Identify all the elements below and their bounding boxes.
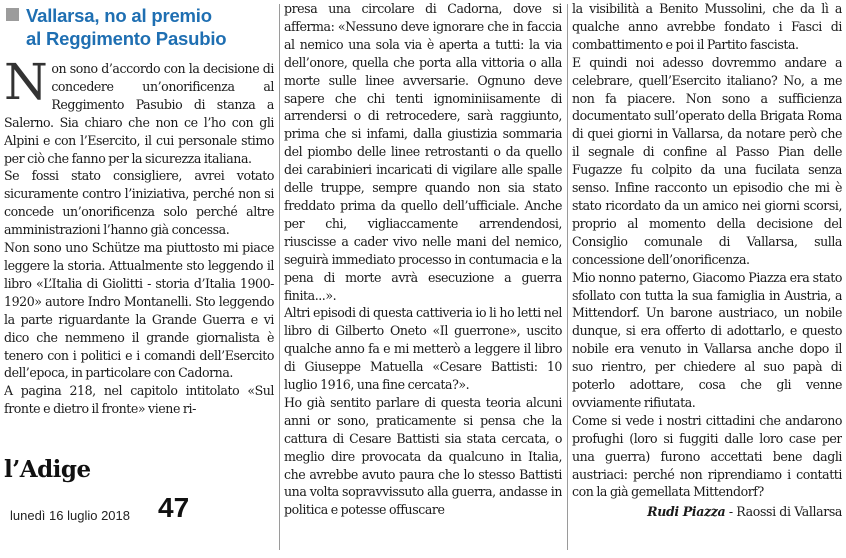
paragraph-11: Come si vede i nostri cittadini che andarono profughi (loro si fuggiti dalle loro case per una guerra) furono accettati bene dagli austriaci: perché non riprendiamo i contatti con la già gemellata Mittendorf?: [572, 412, 842, 500]
column-2-text: [284, 0, 562, 519]
paragraph-1-body: on sono d’accordo con la decisione di concedere un’onorificenza al Reggimento Pasubio di stanza a Salerno. Sia chiaro che non ce l’ho con gli Alpini e con l’Esercito, il cui personale stimo per ciò che fanno per la sicurezza italiana.: [4, 61, 274, 166]
paragraph-8: la visibilità a Benito Mussolini, che da lì a qualche anno avrebbe fondato i Fasci di combattimento e poi il Partito fascista.: [572, 1, 842, 52]
drop-cap: N: [4, 53, 48, 111]
paragraph-3: Non sono uno Schütze ma piuttosto mi piace leggere la storia. Attualmente sto leggendo il libro «L’Italia di Giolitti - storia d’Italia 1900- 1920» autore Indro Montanelli. Sto leggendo la parte riguardante la Grande Guerra e vi dico che nemmeno il grande giornalista è tenero con i politici e i comandi dell’Esercito dell’epoca, in particolare con Cadorna.: [4, 240, 274, 381]
newspaper-masthead: l’Adige: [4, 456, 91, 483]
paragraph-4: A pagina 218, nel capitolo intitolato «Sul fronte e dietro il fronte» viene ri-: [4, 383, 274, 417]
column-3: [572, 0, 842, 558]
author-name: Rudi Piazza: [647, 504, 726, 520]
column-divider-1: [279, 4, 280, 550]
column-3-text: [572, 0, 842, 501]
page-footer: [4, 456, 274, 523]
paragraph-9: E quindi noi adesso dovremmo andare a celebrare, quell’Esercito italiano? No, a me non fa piacere. Non sono a sufficienza documentato sull’operato della Brigata Roma di quei giorni in Vallarsa, da notare però che il segnale di confine al Passo Pian delle Fugazze fu colpito da una fucilata senza senso. Infine racconto un episodio che mi è stato ricordato da un amico nei giorni scorsi, proprio al momento della decisione del Consiglio comunale di Vallarsa, sulla concessione dell’onorificenza.: [572, 54, 842, 267]
paragraph-5: presa una circolare di Cadorna, dove si afferma: «Nessuno deve ignorare che in faccia al nemico una sola via è aperta a tutti: la via dell’onore, quella che porta alla vittoria o alla morte sulle linee avversarie. Ognuno deve sapere che chi tenti ignominiisamente di arrendersi o di retrocedere, sarà raggiunto, prima che si infami, dalla giustizia sommaria del piombo delle linee retrostanti o da quello dei carabinieri incaricati di vigilare alle spalle delle truppe, sempre quando non sia stato freddato prima da quello dell’ufficiale. Anche per chi, vigliaccamente arrendendosi, riuscisse a cader vivo nelle mani del nemico, seguirà immediato processo in contumacia e la pena di morte avrà esecuzione a guerra finita...».: [284, 1, 562, 303]
author-place: - Raossi di Vallarsa: [725, 504, 842, 520]
paragraph-2: Se fossi stato consigliere, avrei votato sicuramente contro l’iniziativa, perché non si concede un’onorificenza solo perché altre amministrazioni l’hanno già concessa.: [4, 168, 274, 238]
column-2: [284, 0, 562, 558]
paragraph-7: Ho già sentito parlare di questa teoria alcuni anni or sono, praticamente si pensa che la cattura di Cesare Battisti sia stata cercata, o meglio dire provocata da qualcuno in Italia, che avrebbe avuto paura che lo stesso Battisti una volta sopravvissuto alla guerra, andasse in politica e potesse offuscare: [284, 394, 562, 518]
paragraph-10: Mio nonno paterno, Giacomo Piazza era stato sfollato con tutta la sua famiglia in Austria, a Mittendorf. Un barone austriaco, un nobile dunque, si era offerto di adottarlo, e questo nobile era venuto in Vallarsa anche dopo il suo rientro, per chiedere al suo papà di poterlo adottare, cosa che gli venne ovviamente rifiutata.: [572, 269, 842, 410]
headline-line-2: al Reggimento Pasubio: [26, 28, 227, 49]
author-signature: [572, 503, 842, 521]
column-divider-2: [567, 4, 568, 550]
headline-line-1: Vallarsa, no al premio: [26, 5, 212, 26]
paragraph-6: Altri episodi di questa cattiveria io li ho letti nel libro di Gilberto Oneto «Il guerrone», uscito qualche anno fa e mi metterò a leggere il libro di Giuseppe Matuella «Cesare Battisti: 10 luglio 1916, una fine cercata?».: [284, 305, 562, 393]
page-number: 47: [158, 492, 190, 523]
headline-square-icon: [6, 8, 19, 21]
issue-date: lunedì 16 luglio 2018: [10, 508, 130, 523]
article-headline: [4, 4, 274, 50]
paragraph-1: [4, 53, 274, 167]
column-1-text: [4, 53, 274, 418]
